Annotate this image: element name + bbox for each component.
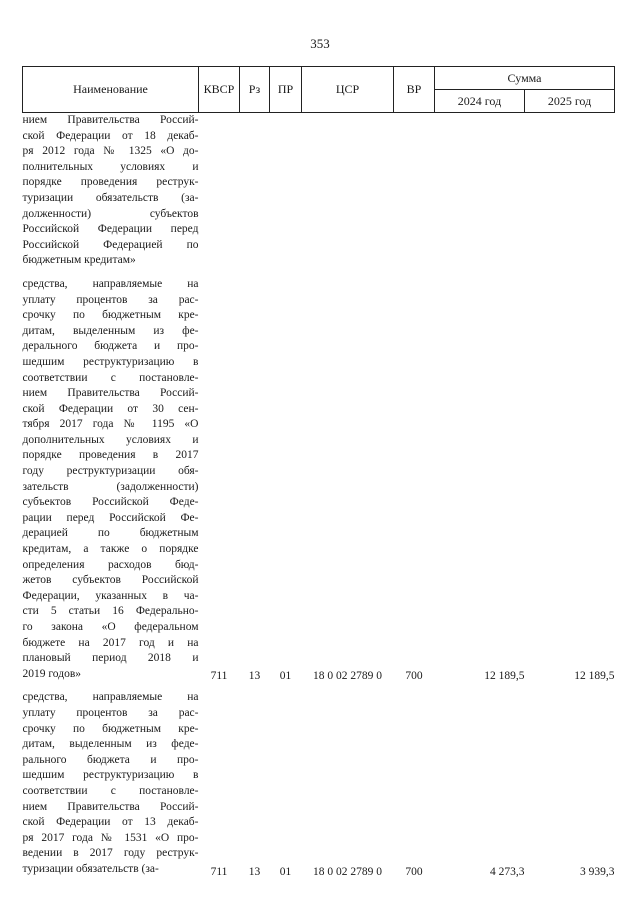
row-name-line: дитам, выделенным из фе- <box>22 324 199 337</box>
row-name-line: плановый период 2018 и <box>22 652 199 665</box>
row-name-line: субъектов Российской Феде- <box>22 496 199 509</box>
cell-rz: 13 <box>248 865 261 878</box>
row-name-line: полнительных условиях и <box>22 160 199 173</box>
row-name-line: порядке проведения в 2017 <box>22 449 199 462</box>
row-name-line: ской Федерации от 18 декаб- <box>22 129 199 142</box>
row-name-line: бюджете на 2017 год и на <box>22 636 199 649</box>
table-body <box>23 113 615 878</box>
row-name-line: ря 2012 года № 1325 «О до- <box>22 145 199 158</box>
header-year-2025: 2025 год <box>525 90 615 113</box>
cell-csr <box>302 113 394 269</box>
header-csr: ЦСР <box>302 67 394 113</box>
row-name-line: срочку по бюджетным кре- <box>22 309 199 322</box>
cell-rz <box>240 113 270 269</box>
row-name <box>23 277 199 682</box>
cell-rz: 13 <box>248 670 261 683</box>
cell-vr <box>394 113 435 269</box>
budget-table <box>22 66 615 878</box>
row-name-line: ря 2017 года № 1531 «О про- <box>22 831 199 844</box>
cell-sum2: 12 189,5 <box>574 670 615 683</box>
header-sum: Сумма <box>435 67 615 90</box>
row-name-line: году реструктуризации обя- <box>22 465 199 478</box>
cell-sum2 <box>525 113 615 269</box>
row-gap <box>23 269 615 277</box>
row-name-line: бюджетным кредитам» <box>22 254 136 267</box>
row-gap-cell <box>23 269 615 277</box>
cell-kvsr <box>199 113 240 269</box>
page-number: 353 <box>310 36 330 51</box>
row-name <box>23 690 199 877</box>
header-pr: ПР <box>270 67 302 113</box>
row-name-line: порядке проведения реструк- <box>22 176 199 189</box>
row-name-line: ской Федерации от 30 сен- <box>22 402 199 415</box>
row-name-line: сти 5 статьи 16 Федерально- <box>22 605 199 618</box>
cell-pr: 01 <box>279 670 292 683</box>
row-name-line: средства, направляемые на <box>22 691 199 704</box>
row-name <box>23 113 199 269</box>
row-name-line: дерального бюджета и про- <box>22 340 199 353</box>
row-name-line: рации перед Российской Фе- <box>22 511 199 524</box>
row-name-line: зательств (задолженности) <box>22 480 199 493</box>
row-name-line: туризации обязательств (за- <box>22 862 159 875</box>
row-name-line: нием Правительства Россий- <box>22 800 199 813</box>
header-kvsr: КВСР <box>199 67 240 113</box>
row-name-line: дерацией по бюджетным <box>22 527 199 540</box>
row-gap <box>23 682 615 690</box>
row-name-line: соответствии с постановле- <box>22 784 199 797</box>
cell-pr: 01 <box>279 865 292 878</box>
cell-csr: 18 0 02 2789 0 <box>313 670 382 683</box>
cell-kvsr: 711 <box>210 670 228 683</box>
row-name-line: соответствии с постановле- <box>22 371 199 384</box>
row-name-line: определения расходов бюд- <box>22 558 199 571</box>
header-year-2024: 2024 год <box>435 90 525 113</box>
cell-vr: 700 <box>405 670 423 683</box>
row-name-line: Федерации, указанных в ча- <box>22 589 199 602</box>
table-row <box>23 690 615 877</box>
row-name-line: Российской Федерации перед <box>22 223 199 236</box>
row-name-line: жетов субъектов Российской <box>22 574 199 587</box>
row-name-line: нием Правительства Россий- <box>22 387 199 400</box>
header-name: Наименование <box>23 67 199 113</box>
cell-kvsr: 711 <box>210 865 228 878</box>
table-row <box>23 277 615 682</box>
row-name-line: ведении в 2017 году реструк- <box>22 847 199 860</box>
row-name-line: тября 2017 года № 1195 «О <box>22 418 199 431</box>
row-name-line: Российской Федерацией по <box>22 238 199 251</box>
cell-pr <box>270 113 302 269</box>
row-name-line: 2019 годов» <box>22 667 82 680</box>
row-name-line: туризации обязательств (за- <box>22 191 199 204</box>
row-gap-cell <box>23 682 615 690</box>
row-name-line: уплату процентов за рас- <box>22 293 199 306</box>
header-rz: Рз <box>240 67 270 113</box>
row-name-line: дополнительных условиях и <box>22 433 199 446</box>
row-name-line: рального бюджета и про- <box>22 753 199 766</box>
row-name-line: нием Правительства Россий- <box>22 114 199 126</box>
row-name-line: дитам, выделенным из феде- <box>22 738 199 751</box>
cell-sum1: 12 189,5 <box>484 670 525 683</box>
header-vr: ВР <box>394 67 435 113</box>
row-name-line: шедшим реструктуризацию в <box>22 769 199 782</box>
cell-sum2: 3 939,3 <box>580 865 615 878</box>
cell-csr: 18 0 02 2789 0 <box>313 865 382 878</box>
cell-vr: 700 <box>405 865 423 878</box>
row-name-line: кредитам, а также о порядке <box>22 543 199 556</box>
cell-sum1 <box>435 113 525 269</box>
row-name-line: срочку по бюджетным кре- <box>22 722 199 735</box>
table-row <box>23 113 615 269</box>
row-name-line: шедшим реструктуризацию в <box>22 355 199 368</box>
row-name-line: го закона «О федеральном <box>22 621 199 633</box>
row-name-line: средства, направляемые на <box>22 277 199 290</box>
cell-sum1: 4 273,3 <box>490 865 525 878</box>
row-name-line: уплату процентов за рас- <box>22 706 199 719</box>
row-name-line: ской Федерации от 13 декаб- <box>22 816 199 829</box>
row-name-line: долженности) субъектов <box>22 207 199 220</box>
